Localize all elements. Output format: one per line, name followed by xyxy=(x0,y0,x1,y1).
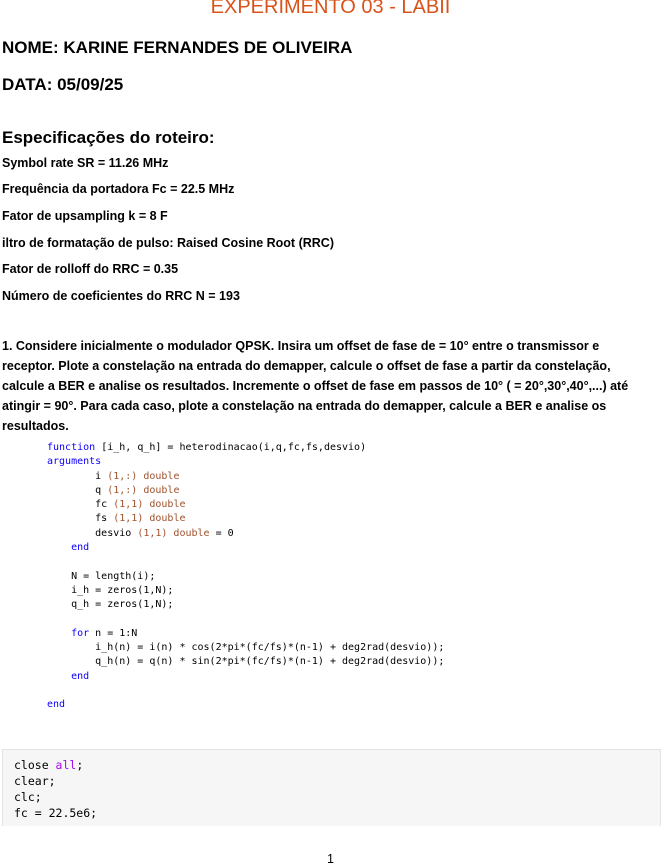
code-token: fs xyxy=(47,513,114,525)
function-code-line xyxy=(47,441,444,455)
code-token: (1,:) double xyxy=(107,484,180,496)
spec-symbol-rate: Symbol rate SR = 11.26 MHz xyxy=(2,156,169,170)
function-code-line xyxy=(47,498,444,512)
page-number: 1 xyxy=(327,852,334,866)
code-token: i_h = zeros(1,N); xyxy=(47,584,174,596)
document-title: EXPERIMENTO 03 - LABII xyxy=(210,0,451,18)
function-code-line xyxy=(47,527,444,541)
code-token: for xyxy=(71,627,90,639)
question-paragraph: 1. Considere inicialmente o modulador QPSK. Insira um offset de fase de = 10° entre o transmissor e receptor. Plote a constelação na entrada do demapper, calcule o offset de fase a partir da constelação, calcule a BER e analise os resultados. Incremente o offset de fase em passos de 10° ( = 20°,30°,40°,...) até atingir = 90°. Para cada caso, plote a constelação na entrada do demapper, calcule a BER e analise os resultados. xyxy=(2,339,629,433)
code-token: function xyxy=(47,442,96,453)
code-token: end xyxy=(71,542,90,554)
code-token: all xyxy=(55,758,77,772)
script-code-lines xyxy=(14,757,97,821)
script-code-line xyxy=(14,805,97,821)
code-token: (1,1) double xyxy=(137,527,210,539)
function-code-line xyxy=(47,512,444,526)
spec-coefficients: Número de coeficientes do RRC N = 193 xyxy=(2,289,240,303)
function-code-line xyxy=(47,613,444,627)
script-code-line xyxy=(14,757,97,773)
code-token: = 0 xyxy=(209,527,234,539)
code-token xyxy=(47,671,71,682)
spec-carrier-frequency: Frequência da portadora Fc = 22.5 MHz xyxy=(2,182,235,196)
code-token: i_h(n) = i(n) * cos(2*pi*(fc/fs)*(n-1) + deg2rad(desvio)); xyxy=(47,642,445,654)
code-token xyxy=(47,628,71,639)
function-code-line xyxy=(47,541,444,555)
function-code-block xyxy=(47,441,444,713)
code-token: [i_h, q_h] = heterodinacao(i,q,fc,fs,desvio) xyxy=(95,442,367,453)
code-token: end xyxy=(47,699,66,711)
function-code-line xyxy=(47,655,444,669)
code-token: desvio xyxy=(47,527,138,539)
code-token: close xyxy=(14,758,56,772)
spec-rolloff: Fator de rolloff do RRC = 0.35 xyxy=(2,262,179,276)
code-token: arguments xyxy=(47,456,102,468)
function-code-line xyxy=(47,484,444,498)
code-token xyxy=(47,542,71,553)
function-code-line xyxy=(47,555,444,569)
function-code-line xyxy=(47,641,444,655)
code-token: clear; xyxy=(14,774,56,788)
date-line: DATA: 05/09/25 xyxy=(2,75,124,94)
function-code-line xyxy=(47,570,444,584)
code-token: fc = 22.5e6; xyxy=(14,806,98,820)
function-code-line xyxy=(47,684,444,698)
code-token: (1,1) double xyxy=(113,499,186,511)
spec-pulse-filter: iltro de formatação de pulso: Raised Cosine Root (RRC) xyxy=(2,236,334,250)
student-name: NOME: KARINE FERNANDES DE OLIVEIRA xyxy=(2,38,353,57)
code-token: fc xyxy=(47,499,114,511)
code-token: q_h = zeros(1,N); xyxy=(47,599,174,611)
function-code-line xyxy=(47,584,444,598)
function-code-line xyxy=(47,627,444,641)
code-token: n = 1:N xyxy=(89,627,138,639)
script-code-line xyxy=(14,773,97,789)
code-token: (1,1) double xyxy=(113,513,186,525)
code-token: q_h(n) = q(n) * sin(2*pi*(fc/fs)*(n-1) + deg2rad(desvio)); xyxy=(47,656,445,668)
code-token: clc; xyxy=(14,790,42,804)
function-code-line xyxy=(47,470,444,484)
spec-upsampling: Fator de upsampling k = 8 F xyxy=(2,209,168,223)
code-token: ; xyxy=(76,758,84,772)
code-token: i xyxy=(47,470,108,482)
function-code-line xyxy=(47,598,444,612)
function-code-line xyxy=(47,698,444,712)
code-token: (1,:) double xyxy=(107,470,180,482)
spec-heading: Especificações do roteiro: xyxy=(2,128,215,147)
code-token: end xyxy=(71,670,90,682)
function-code-line xyxy=(47,455,444,469)
function-code-line xyxy=(47,670,444,684)
script-code-line xyxy=(14,789,97,805)
script-code-block[interactable] xyxy=(2,749,661,826)
code-token: q xyxy=(47,484,108,496)
code-token: N = length(i); xyxy=(47,570,156,582)
